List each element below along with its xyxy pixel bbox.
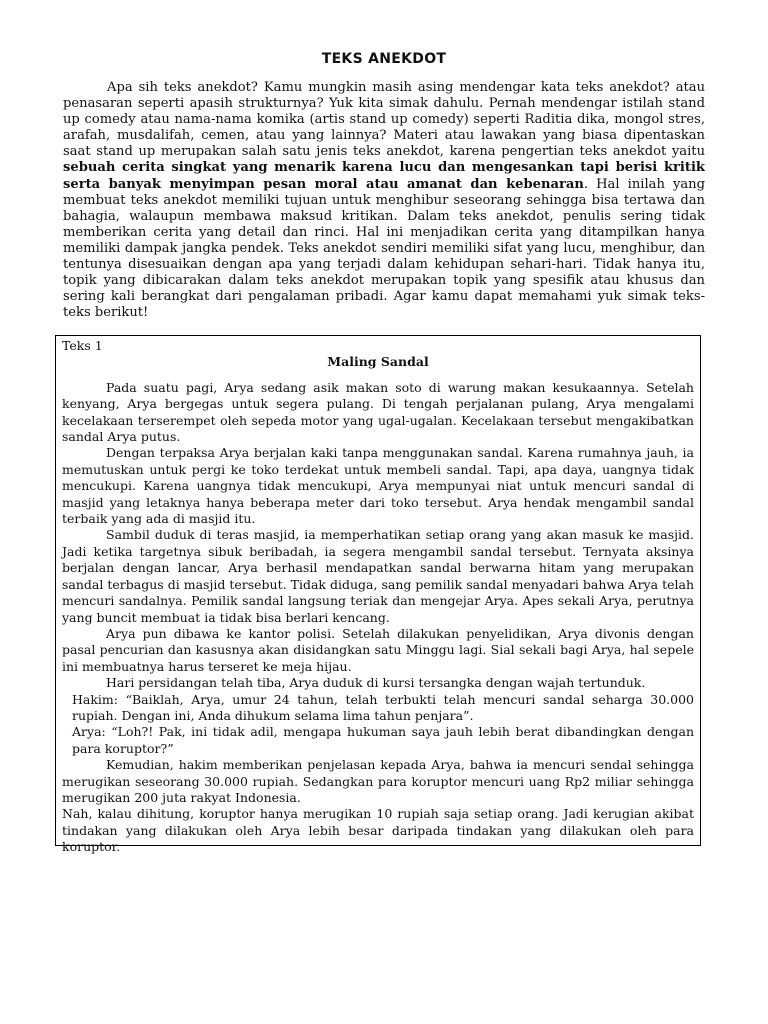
dialogue-arya: Arya: “Loh?! Pak, ini tidak adil, mengapa hukuman saya jauh lebih berat dibandingkan dengan para koruptor?” <box>72 724 694 756</box>
story-paragraph-5: Hari persidangan telah tiba, Arya duduk di kursi tersangka dengan wajah tertunduk. <box>106 675 646 691</box>
story-paragraph-2: Dengan terpaksa Arya berjalan kaki tanpa menggunakan sandal. Karena rumahnya jauh, ia memutuskan untuk pergi ke toko terdekat untuk membeli sandal. Tapi, apa daya, uangnya tidak mencukupi. Karena uangnya tidak mencukupi, Arya mempunyai niat untuk mencuri sandal di masjid yang letaknya hanya beberapa meter dari toko tersebut. Arya hendak mengambil sandal terbaik yang ada di masjid itu. <box>62 445 694 527</box>
story-closing: Kemudian, hakim memberikan penjelasan kepada Arya, bahwa ia mencuri sendal sehingga merugikan seseorang 30.000 rupiah. Sedangkan para koruptor mencuri uang Rp2 miliar sehingga merugikan 200 juta rakyat Indonesia. <box>62 757 694 805</box>
story-title: Maling Sandal <box>327 354 429 370</box>
text-box <box>55 335 701 855</box>
story-final: Nah, kalau dihitung, koruptor hanya merugikan 10 rupiah saja setiap orang. Jadi kerugian akibat tindakan yang dilakukan oleh Arya lebih besar daripada tindakan yang dilakukan oleh para koruptor. <box>62 806 694 855</box>
intro-bold-definition: sebuah cerita singkat yang menarik karena lucu dan mengesankan tapi berisi kritik serta banyak menyimpan pesan moral atau amanat dan kebenaran <box>63 160 705 192</box>
dialogue-hakim: Hakim: “Baiklah, Arya, umur 24 tahun, telah terbukti telah mencuri sandal seharga 30.000 rupiah. Dengan ini, Anda dihukum selama lima tahun penjara”. <box>72 691 694 723</box>
page-title: TEKS ANEKDOT <box>321 51 447 67</box>
story-paragraph-4: Arya pun dibawa ke kantor polisi. Setelah dilakukan penyelidikan, Arya divonis dengan pasal pencurian dan kasusnya akan disidangkan satu Minggu lagi. Sial sekali bagi Arya, hal sepele ini membuatnya harus terseret ke meja hijau. <box>62 625 694 674</box>
story-paragraph-1: Pada suatu pagi, Arya sedang asik makan soto di warung makan kesukaannya. Setelah kenyang, Arya bergegas untuk segera pulang. Di tengah perjalanan pulang, Arya mengalami kecelakaan terserempet oleh sepeda motor yang ugal-ugalan. Kecelakaan tersebut mengakibatkan sandal Arya putus. <box>62 379 694 445</box>
intro-text-part1: Apa sih teks anekdot? Kamu mungkin masih asing mendengar kata teks anekdot? atau penasaran seperti apasih strukturnya? Yuk kita simak dahulu. Pernah mendengar istilah stand up comedy atau nama-nama komika (artis stand up comedy) seperti Raditia dika, mongol stres, arafah, musdalifah, cemen, atau yang lainnya? Materi atau lawakan yang biasa dipentaskan saat stand up merupakan salah satu jenis teks anekdot, karena pengertian teks anekdot yaitu <box>63 80 705 160</box>
story-paragraph-3: Sambil duduk di teras masjid, ia memperhatikan setiap orang yang akan masuk ke masjid. Jadi ketika targetnya sibuk beribadah, ia segera mengambil sandal tersebut. Ternyata aksinya berjalan dengan lancar, Arya berhasil mendapatkan sandal berwarna hitam yang merupakan sandal terbagus di masjid tersebut. Tidak diduga, sang pemilik sandal menyadari bahwa Arya telah mencuri sandalnya. Pemilik sandal langsung teriak dan mengejar Arya. Apes sekali Arya, perutnya yang buncit membuat ia tidak bisa berlari kencang. <box>62 527 694 625</box>
intro-text-part2: . Hal inilah yang membuat teks anekdot memiliki tujuan untuk menghibur seseorang sehingga bisa tertawa dan bahagia, walaupun membawa maksud kritikan. Dalam teks anekdot, penulis sering tidak memberikan cerita yang detail dan rinci. Hal ini menjadikan cerita yang ditampilkan hanya memiliki dampak jangka pendek. Teks anekdot sendiri memiliki sifat yang lucu, menghibur, dan tentunya disesuaikan dengan apa yang terjadi dalam kehidupan sehari-hari. Tidak hanya itu, topik yang dibicarakan dalam teks anekdot merupakan topik yang spesifik atau khusus dan sering kali berangkat dari pengalaman pribadi. Agar kamu dapat memahami yuk simak teks-teks berikut! <box>63 176 705 321</box>
text-label: Teks 1 <box>62 338 103 353</box>
intro-paragraph <box>63 80 705 321</box>
